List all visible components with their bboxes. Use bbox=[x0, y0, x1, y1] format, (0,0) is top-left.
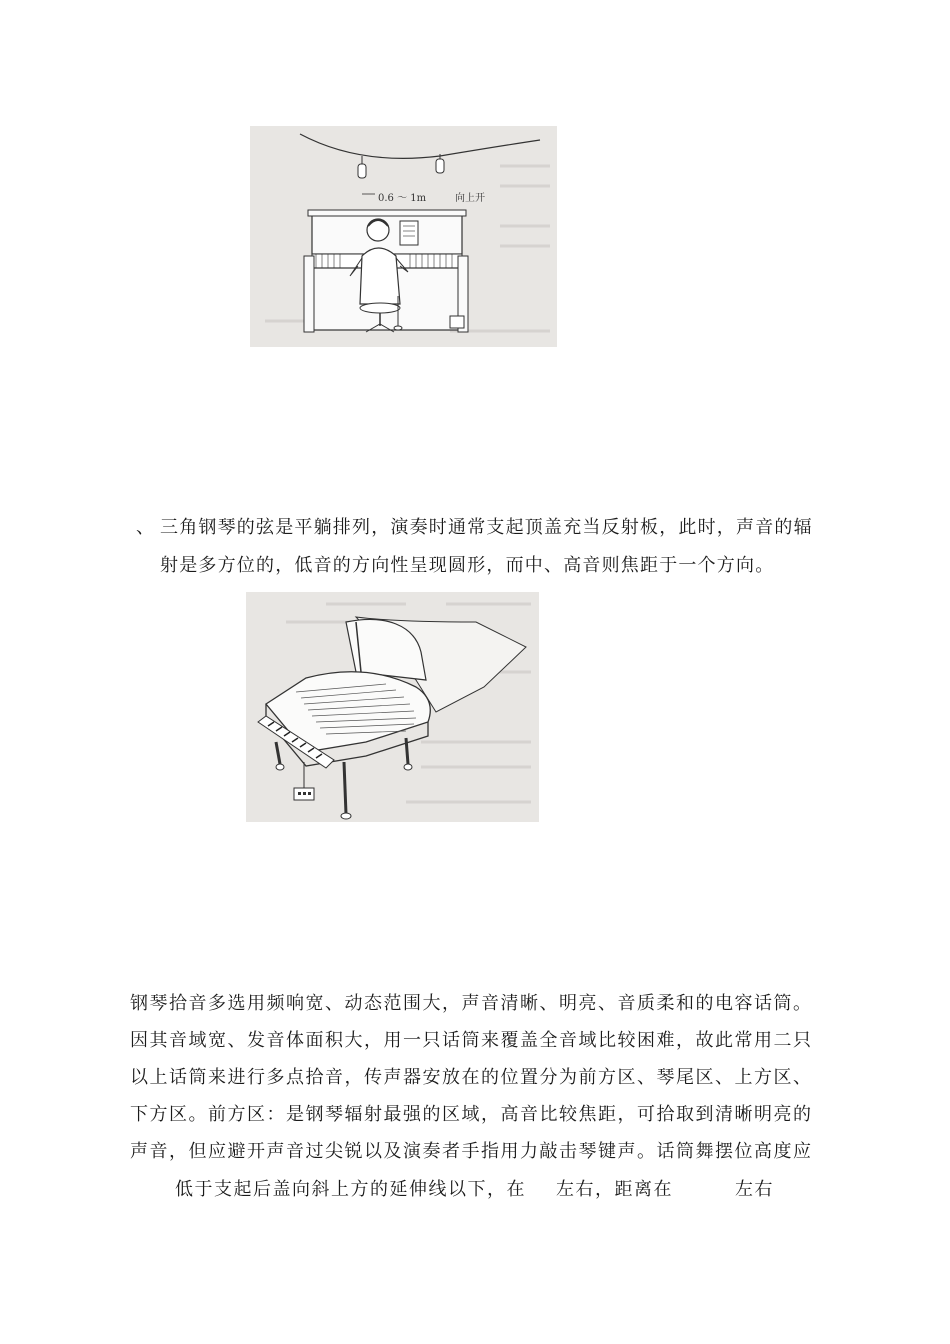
body-line-1: 钢琴拾音多选用频响宽、动态范围大，声音清晰、明亮、音质柔和的电容话筒。 bbox=[130, 993, 813, 1014]
list-bullet: 、 bbox=[136, 517, 154, 538]
body-line-4: 下方区。前方区：是钢琴辐射最强的区域，高音比较焦距，可拾取到清晰明亮的 bbox=[130, 1104, 813, 1125]
distance-label: 0.6 ～ 1m bbox=[378, 193, 427, 204]
body-line-2: 因其音域宽、发音体面积大，用一只话筒来覆盖全音域比较困难，故此常用二只 bbox=[130, 1030, 813, 1051]
grand-piano-figure bbox=[246, 592, 539, 822]
body-line-3: 以上话筒来进行多点拾音，传声器安放在的位置分为前方区、琴尾区、上方区、 bbox=[130, 1067, 813, 1088]
body-line-5: 声音，但应避开声音过尖锐以及演奏者手指用力敲击琴键声。话筒舞摆位高度应 bbox=[130, 1141, 813, 1162]
upright-piano-figure bbox=[250, 126, 557, 347]
grand-piano-description-line-1: 三角钢琴的弦是平躺排列，演奏时通常支起顶盖充当反射板，此时，声音的辐 bbox=[160, 517, 813, 538]
body-last-line-part-3: 左右 bbox=[735, 1179, 774, 1200]
body-last-line-part-1: 低于支起后盖向斜上方的延伸线以下，在 bbox=[175, 1179, 526, 1200]
body-last-line-part-2: 左右，距离在 bbox=[556, 1179, 673, 1200]
grand-piano-description-line-2: 射是多方位的，低音的方向性呈现圆形，而中、高音则焦距于一个方向。 bbox=[160, 555, 775, 576]
lid-label: 向上开 bbox=[455, 193, 485, 204]
body-last-line bbox=[175, 1175, 774, 1201]
